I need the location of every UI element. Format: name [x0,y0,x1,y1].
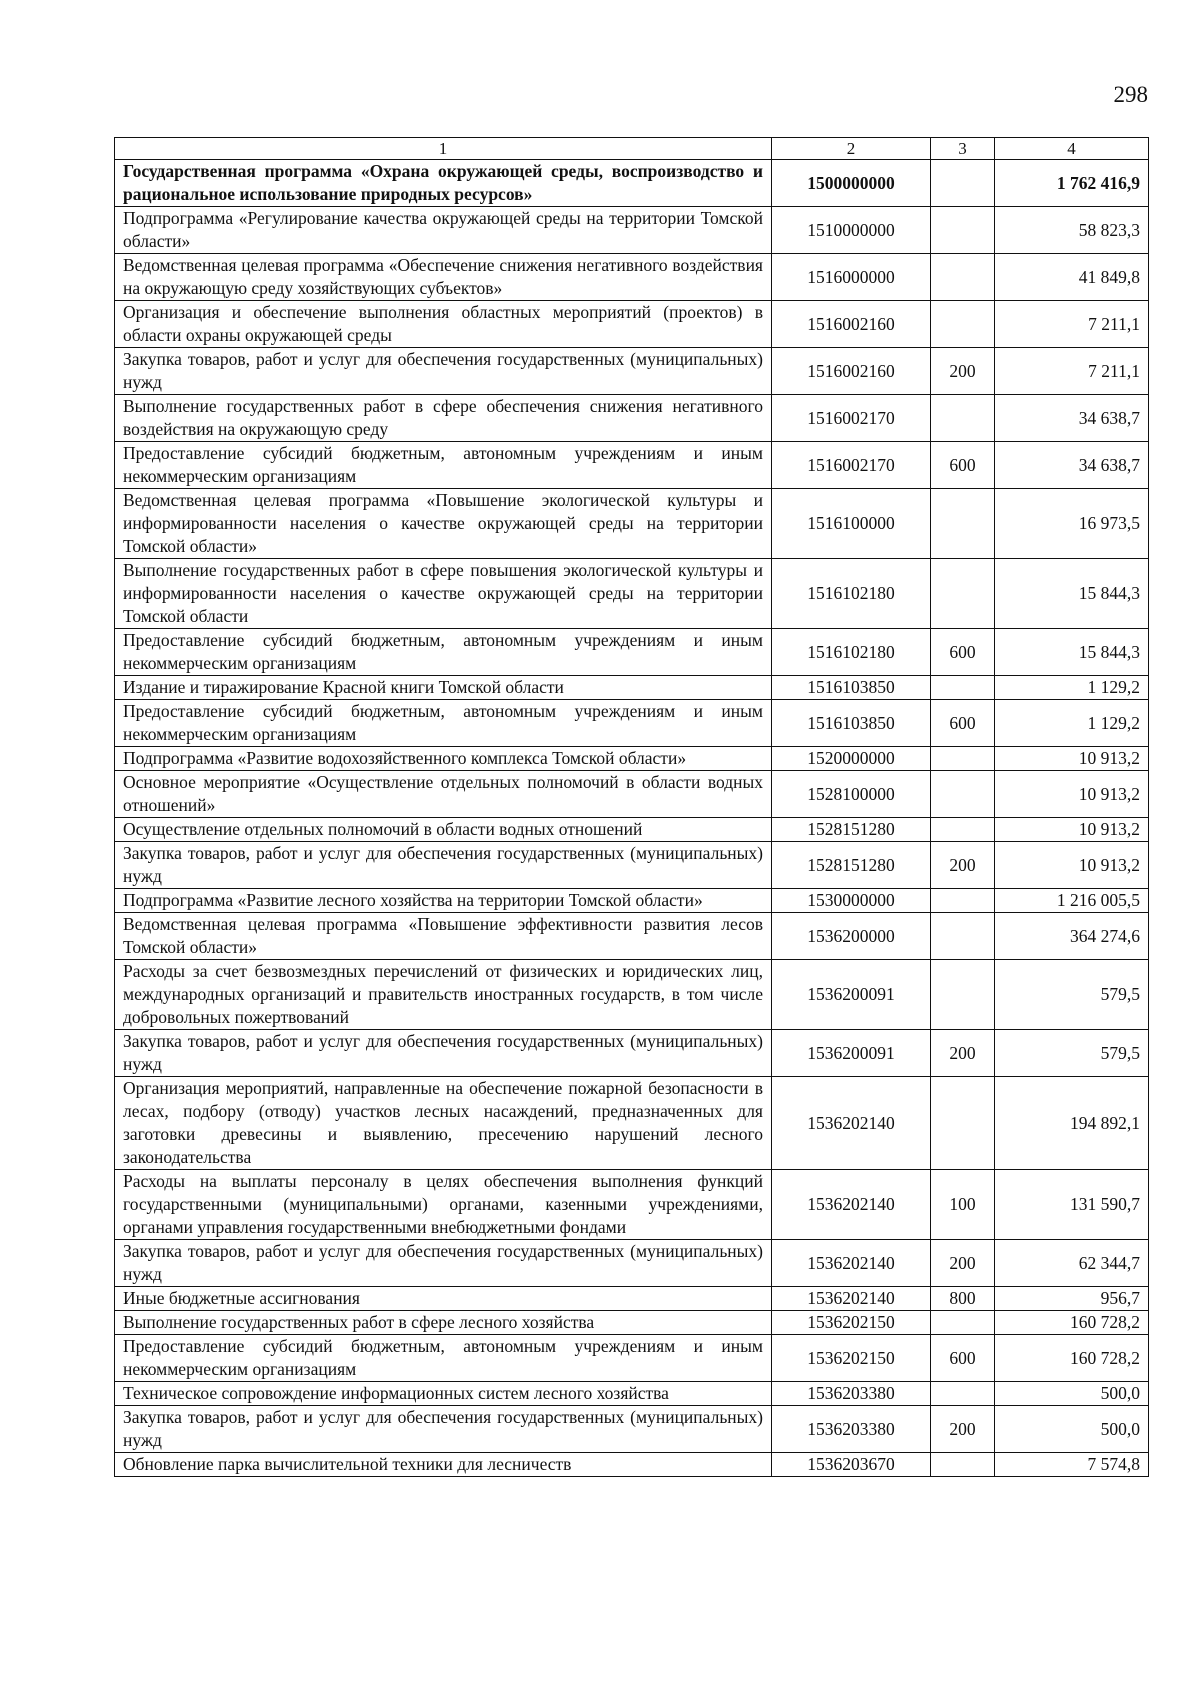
row-type-cell [931,771,995,818]
row-code-cell: 1516102180 [772,629,931,676]
row-type-cell: 600 [931,700,995,747]
row-name-cell: Закупка товаров, работ и услуг для обеспечения государственных (муниципальных) нужд [115,1240,772,1287]
row-code-cell: 1528151280 [772,818,931,842]
row-name-cell: Закупка товаров, работ и услуг для обеспечения государственных (муниципальных) нужд [115,842,772,889]
row-amount-cell: 500,0 [995,1406,1149,1453]
row-name-cell: Ведомственная целевая программа «Повышение эффективности развития лесов Томской области» [115,913,772,960]
row-type-cell: 200 [931,1030,995,1077]
row-code-cell: 1536202140 [772,1240,931,1287]
row-amount-cell: 1 129,2 [995,700,1149,747]
row-name-cell: Выполнение государственных работ в сфере лесного хозяйства [115,1311,772,1335]
row-amount-cell: 10 913,2 [995,818,1149,842]
row-code-cell: 1516002160 [772,301,931,348]
table-row [115,629,1149,676]
row-name-cell: Выполнение государственных работ в сфере повышения экологической культуры и информированности населения о качестве окружающей среды на территории Томской области [115,559,772,629]
row-amount-cell: 15 844,3 [995,559,1149,629]
row-amount-cell: 34 638,7 [995,442,1149,489]
table-row [115,913,1149,960]
budget-table [114,137,1149,1477]
table-row [115,160,1149,207]
row-amount-cell: 956,7 [995,1287,1149,1311]
row-name-cell: Предоставление субсидий бюджетным, автономным учреждениям и иным некоммерческим организациям [115,700,772,747]
table-row [115,395,1149,442]
row-type-cell [931,301,995,348]
row-code-cell: 1536202140 [772,1077,931,1170]
row-name-cell: Организация и обеспечение выполнения областных мероприятий (проектов) в области охраны окружающей среды [115,301,772,348]
row-name-cell: Осуществление отдельных полномочий в области водных отношений [115,818,772,842]
table-row [115,1287,1149,1311]
row-code-cell: 1510000000 [772,207,931,254]
row-type-cell [931,747,995,771]
row-type-cell [931,1453,995,1477]
table-row [115,1170,1149,1240]
table-row [115,207,1149,254]
row-code-cell: 1516002160 [772,348,931,395]
row-name-cell: Подпрограмма «Развитие лесного хозяйства на территории Томской области» [115,889,772,913]
row-type-cell [931,960,995,1030]
row-name-cell: Расходы на выплаты персоналу в целях обеспечения выполнения функций государственными (муниципальными) органами, казенными учреждениями, органами управления государственными внебюджетными фондами [115,1170,772,1240]
row-type-cell: 200 [931,1240,995,1287]
row-type-cell [931,676,995,700]
row-name-cell: Ведомственная целевая программа «Повышение экологической культуры и информированности населения о качестве окружающей среды на территории Томской области» [115,489,772,559]
row-amount-cell: 579,5 [995,1030,1149,1077]
row-type-cell: 100 [931,1170,995,1240]
row-code-cell: 1520000000 [772,747,931,771]
row-code-cell: 1536203380 [772,1406,931,1453]
row-type-cell: 600 [931,442,995,489]
row-code-cell: 1536202140 [772,1170,931,1240]
row-code-cell: 1516002170 [772,442,931,489]
column-header: 4 [995,138,1149,160]
table-row [115,301,1149,348]
table-row [115,1030,1149,1077]
row-type-cell [931,913,995,960]
row-name-cell: Закупка товаров, работ и услуг для обеспечения государственных (муниципальных) нужд [115,348,772,395]
row-name-cell: Основное мероприятие «Осуществление отдельных полномочий в области водных отношений» [115,771,772,818]
row-amount-cell: 500,0 [995,1382,1149,1406]
row-amount-cell: 41 849,8 [995,254,1149,301]
row-type-cell [931,395,995,442]
row-name-cell: Техническое сопровождение информационных систем лесного хозяйства [115,1382,772,1406]
row-code-cell: 1528100000 [772,771,931,818]
row-code-cell: 1536200000 [772,913,931,960]
table-row [115,1335,1149,1382]
table-row [115,442,1149,489]
table-row [115,960,1149,1030]
row-name-cell: Иные бюджетные ассигнования [115,1287,772,1311]
row-type-cell [931,889,995,913]
row-code-cell: 1536203670 [772,1453,931,1477]
row-code-cell: 1516002170 [772,395,931,442]
row-code-cell: 1500000000 [772,160,931,207]
table-row [115,1311,1149,1335]
row-name-cell: Подпрограмма «Развитие водохозяйственного комплекса Томской области» [115,747,772,771]
row-name-cell: Подпрограмма «Регулирование качества окружающей среды на территории Томской области» [115,207,772,254]
row-name-cell: Издание и тиражирование Красной книги Томской области [115,676,772,700]
row-amount-cell: 10 913,2 [995,771,1149,818]
row-amount-cell: 194 892,1 [995,1077,1149,1170]
table-row [115,489,1149,559]
row-amount-cell: 10 913,2 [995,747,1149,771]
row-type-cell [931,559,995,629]
row-amount-cell: 7 574,8 [995,1453,1149,1477]
column-header: 3 [931,138,995,160]
table-row [115,1382,1149,1406]
page-number: 298 [1113,82,1148,107]
table-row [115,889,1149,913]
row-amount-cell: 58 823,3 [995,207,1149,254]
row-amount-cell: 7 211,1 [995,301,1149,348]
row-code-cell: 1536202150 [772,1335,931,1382]
row-code-cell: 1516103850 [772,676,931,700]
row-code-cell: 1536203380 [772,1382,931,1406]
row-code-cell: 1536202140 [772,1287,931,1311]
table-row [115,818,1149,842]
column-header: 2 [772,138,931,160]
row-type-cell [931,1077,995,1170]
row-amount-cell: 34 638,7 [995,395,1149,442]
row-name-cell: Расходы за счет безвозмездных перечислений от физических и юридических лиц, международных организаций и правительств иностранных государств, в том числе добровольных пожертвований [115,960,772,1030]
table-row [115,254,1149,301]
row-name-cell: Предоставление субсидий бюджетным, автономным учреждениям и иным некоммерческим организациям [115,629,772,676]
row-name-cell: Ведомственная целевая программа «Обеспечение снижения негативного воздействия на окружающую среду хозяйствующих субъектов» [115,254,772,301]
table-row [115,1240,1149,1287]
row-code-cell: 1516103850 [772,700,931,747]
table-row [115,1077,1149,1170]
row-type-cell: 600 [931,629,995,676]
row-name-cell: Предоставление субсидий бюджетным, автономным учреждениям и иным некоммерческим организациям [115,1335,772,1382]
row-amount-cell: 160 728,2 [995,1335,1149,1382]
row-type-cell: 200 [931,1406,995,1453]
row-type-cell [931,254,995,301]
row-amount-cell: 1 129,2 [995,676,1149,700]
row-name-cell: Закупка товаров, работ и услуг для обеспечения государственных (муниципальных) нужд [115,1406,772,1453]
row-amount-cell: 10 913,2 [995,842,1149,889]
row-type-cell [931,1382,995,1406]
row-amount-cell: 579,5 [995,960,1149,1030]
row-amount-cell: 1 216 005,5 [995,889,1149,913]
row-type-cell [931,160,995,207]
row-type-cell: 200 [931,348,995,395]
row-code-cell: 1536202150 [772,1311,931,1335]
row-amount-cell: 62 344,7 [995,1240,1149,1287]
row-amount-cell: 364 274,6 [995,913,1149,960]
row-amount-cell: 131 590,7 [995,1170,1149,1240]
table-row [115,747,1149,771]
row-type-cell: 800 [931,1287,995,1311]
table-row [115,700,1149,747]
table-row [115,559,1149,629]
row-type-cell: 200 [931,842,995,889]
row-type-cell [931,818,995,842]
row-type-cell [931,207,995,254]
row-code-cell: 1528151280 [772,842,931,889]
row-amount-cell: 1 762 416,9 [995,160,1149,207]
row-code-cell: 1536200091 [772,1030,931,1077]
row-amount-cell: 160 728,2 [995,1311,1149,1335]
row-name-cell: Обновление парка вычислительной техники для лесничеств [115,1453,772,1477]
row-name-cell: Закупка товаров, работ и услуг для обеспечения государственных (муниципальных) нужд [115,1030,772,1077]
table-row [115,348,1149,395]
row-code-cell: 1516000000 [772,254,931,301]
table-row [115,1453,1149,1477]
table-row [115,771,1149,818]
row-name-cell: Выполнение государственных работ в сфере обеспечения снижения негативного воздействия на окружающую среду [115,395,772,442]
table-row [115,1406,1149,1453]
row-type-cell [931,1311,995,1335]
table-header-row [115,138,1149,160]
row-type-cell [931,489,995,559]
column-header: 1 [115,138,772,160]
row-name-cell: Организация мероприятий, направленные на обеспечение пожарной безопасности в лесах, подбору (отводу) участков лесных насаждений, предназначенных для заготовки древесины и выявлению, пресечению нарушений лесного законодательства [115,1077,772,1170]
table-row [115,676,1149,700]
row-amount-cell: 15 844,3 [995,629,1149,676]
row-amount-cell: 7 211,1 [995,348,1149,395]
table-row [115,842,1149,889]
row-code-cell: 1516102180 [772,559,931,629]
row-name-cell: Предоставление субсидий бюджетным, автономным учреждениям и иным некоммерческим организациям [115,442,772,489]
row-name-cell: Государственная программа «Охрана окружающей среды, воспроизводство и рациональное использование природных ресурсов» [115,160,772,207]
row-amount-cell: 16 973,5 [995,489,1149,559]
row-type-cell: 600 [931,1335,995,1382]
row-code-cell: 1536200091 [772,960,931,1030]
row-code-cell: 1516100000 [772,489,931,559]
row-code-cell: 1530000000 [772,889,931,913]
